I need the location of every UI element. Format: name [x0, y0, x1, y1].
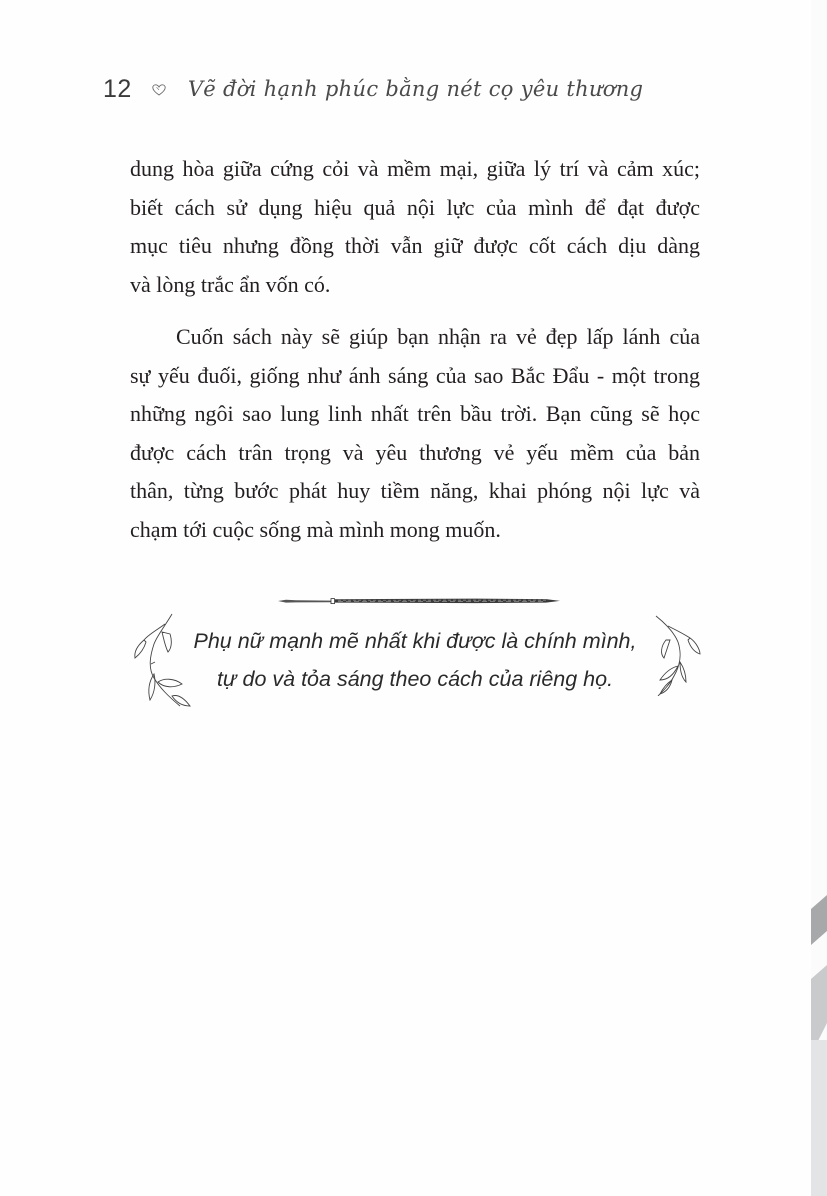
- text-line: những ngôi sao lung linh nhất trên bầu trời. Bạn cũng sẽ học: [130, 401, 700, 426]
- page-number: 12: [103, 74, 132, 103]
- quote-line: tự do và tỏa sáng theo cách của riêng họ.: [216, 667, 614, 691]
- running-title: Vẽ đời hạnh phúc bằng nét cọ yêu thương: [187, 77, 644, 101]
- text-line: Cuốn sách này sẽ giúp bạn nhận ra vẻ đẹp lấp lánh của: [176, 324, 700, 349]
- text-line: được cách trân trọng và yêu thương vẻ yếu mềm của bản: [130, 439, 700, 465]
- leaf-branch-icon: [648, 610, 704, 696]
- text-line: dung hòa giữa cứng cỏi và mềm mại, giữa lý trí và cảm xúc;: [130, 156, 700, 181]
- heart-outline-icon: [152, 83, 166, 95]
- running-header: [103, 72, 643, 106]
- text-line: và lòng trắc ẩn vốn có.: [130, 271, 331, 297]
- text-line: mục tiêu nhưng đồng thời vẫn giữ được cốt cách dịu dàng: [130, 233, 700, 258]
- paintbrush-divider-icon: [276, 594, 562, 608]
- quote-line: Phụ nữ mạnh mẽ nhất khi được là chính mình,: [193, 629, 637, 653]
- text-line: biết cách sử dụng hiệu quả nội lực của mình để đạt được: [130, 194, 700, 220]
- paragraph-2: [130, 318, 700, 549]
- paragraph-1: [130, 150, 700, 304]
- text-line: thân, từng bước phát huy tiềm năng, khai phóng nội lực và: [130, 478, 700, 503]
- text-line: sự yếu đuối, giống như ánh sáng của sao Bắc Đẩu - một trong: [130, 362, 700, 388]
- thumb-tab-light: [811, 1040, 827, 1196]
- pull-quote: [180, 622, 650, 698]
- text-line: chạm tới cuộc sống mà mình mong muốn.: [130, 516, 501, 542]
